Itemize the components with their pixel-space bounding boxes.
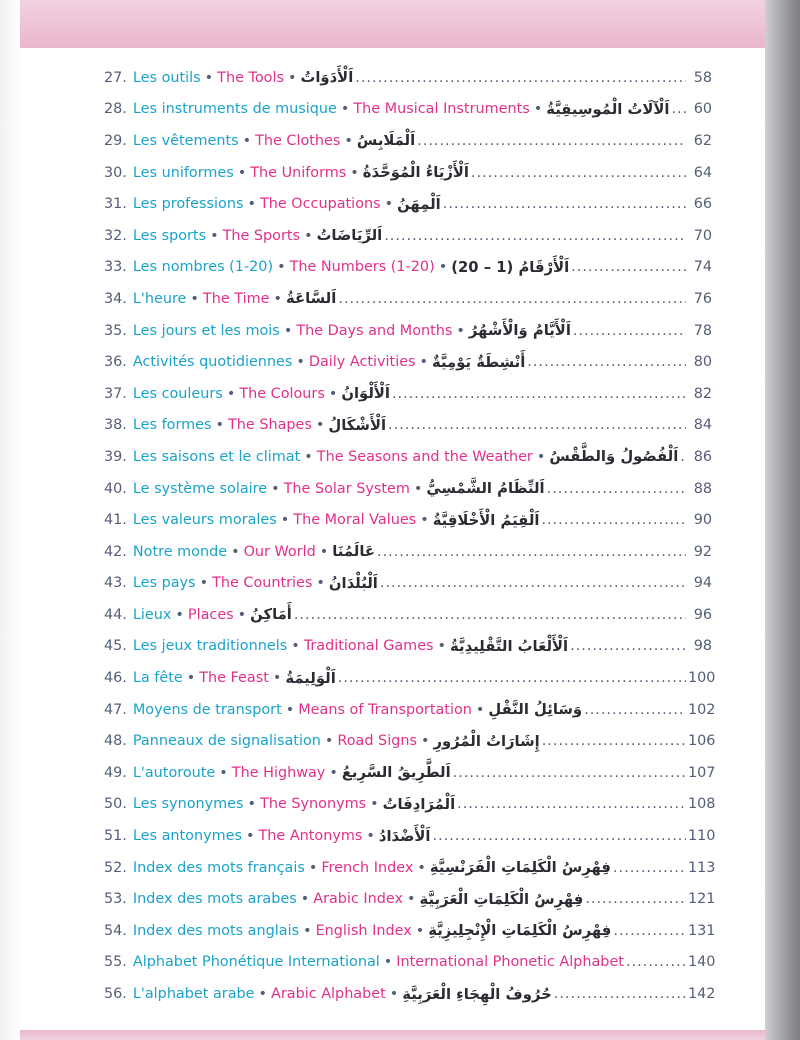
separator-bullet: • [280,512,290,529]
entry-title-french: Notre monde [132,543,228,560]
entry-title-arabic: اَلْأَيَّامُ وَالْأَشْهُرُ [468,322,571,340]
entry-title-english: The Seasons and the Weather [316,448,533,465]
entry-title-arabic: اَلْأَشْكَالُ [328,416,387,434]
separator-bullet: • [303,922,312,939]
entry-title-english: French Index [321,859,414,876]
dot-leader [380,575,686,591]
separator-bullet: • [536,448,546,465]
separator-bullet: • [340,101,350,118]
separator-bullet: • [384,196,394,213]
separator-bullet: • [272,670,282,687]
entry-number: 27. [104,69,127,86]
entry-page-number: 96 [693,606,712,623]
entry-title-arabic: فِهْرِسُ الْكَلِمَاتِ الْعَرَبِيَّةِ [419,890,584,908]
entry-title-french: Les synonymes [132,796,244,813]
entry-page-number: 82 [693,385,712,402]
entry-title-english: Our World [243,543,316,560]
entry-title-arabic: فِهْرِسُ الْكَلِمَاتِ الْفَرَنْسِيَّةِ [429,859,611,877]
separator-bullet: • [407,891,416,908]
entry-page-number: 140 [688,954,716,971]
entry-page-number: 76 [693,290,712,307]
separator-bullet: • [300,891,310,908]
entry-number: 56. [104,986,127,1003]
separator-bullet: • [219,764,228,781]
toc-entry [104,188,712,220]
separator-bullet: • [190,290,199,307]
entry-number: 47. [104,701,127,718]
toc-entry [104,473,712,505]
entry-number: 35. [104,322,127,339]
entry-title-arabic: اَلْوَلِيمَةُ [285,669,336,687]
entry-title-arabic: اَلْأَزْيَاءُ الْمُوَحَّدَةُ [362,164,469,182]
entry-page-number: 131 [688,922,716,939]
entry-title-arabic: اَلْأَضْدَادُ [378,827,431,845]
entry-page-number: 107 [688,764,716,781]
toc-entry [104,820,716,852]
entry-page-number: 113 [688,859,716,876]
entry-number: 40. [104,480,127,497]
dot-leader [355,70,686,86]
separator-bullet: • [437,638,447,655]
separator-bullet: • [475,701,485,718]
entry-number: 28. [104,101,127,118]
entry-page-number: 88 [693,480,712,497]
page-right-edge [765,0,800,1040]
separator-bullet: • [304,448,313,465]
dot-leader [571,259,686,275]
entry-title-arabic: اَلْآلَاتُ الْمُوسِيقِيَّةُ [546,100,670,118]
entry-title-arabic: اَلْأَدَوَاتُ [300,69,354,87]
dot-leader [671,101,686,117]
dot-leader [527,354,686,370]
entry-number: 52. [104,859,127,876]
entry-title-english: The Synonyms [260,796,367,813]
entry-title-arabic: اَلْقِيَمُ الْأَخْلَاقِيَّةُ [432,511,540,529]
entry-page-number: 70 [693,227,712,244]
entry-title-french: Les jeux traditionnels [132,638,288,655]
separator-bullet: • [226,385,236,402]
entry-title-arabic: إِشَارَاتُ الْمُرُورِ [433,732,540,750]
entry-number: 43. [104,575,127,592]
entry-title-english: The Numbers (1-20) [289,259,435,276]
entry-title-french: Les instruments de musique [132,101,337,118]
entry-title-arabic: اَلرِّيَاضَاتُ [316,227,383,245]
separator-bullet: • [247,196,256,213]
dot-leader [388,417,686,433]
entry-page-number: 60 [693,101,712,118]
entry-title-french: Index des mots français [132,859,305,876]
entry-title-french: Les antonymes [132,828,242,845]
entry-page-number: 66 [693,196,712,213]
dot-leader [392,386,686,402]
dot-leader [547,481,686,497]
separator-bullet: • [175,606,184,623]
toc-entry [104,631,712,663]
entry-title-english: International Phonetic Alphabet [396,954,624,971]
entry-page-number: 86 [693,448,712,465]
separator-bullet: • [417,859,426,876]
entry-title-french: Lieux [132,606,172,623]
entry-number: 32. [104,227,127,244]
separator-bullet: • [350,164,359,181]
entry-page-number: 102 [688,701,716,718]
entry-number: 50. [104,796,127,813]
entry-number: 44. [104,606,127,623]
toc-entry [104,536,712,568]
entry-title-arabic: وَسَائِلُ النَّقْلِ [488,701,583,719]
toc-entry [104,346,712,378]
toc-entry [104,757,716,789]
dot-leader [541,512,686,528]
separator-bullet: • [285,701,295,718]
entry-title-english: The Time [202,290,270,307]
entry-number: 55. [104,954,127,971]
dot-leader [453,765,686,781]
dot-leader [613,860,686,876]
dot-leader [338,291,686,307]
separator-bullet: • [316,575,325,592]
entry-page-number: 94 [693,575,712,592]
toc-entry [104,220,712,252]
separator-bullet: • [413,480,423,497]
entry-title-french: Le système solaire [132,480,268,497]
separator-bullet: • [247,796,257,813]
separator-bullet: • [328,385,338,402]
separator-bullet: • [237,606,247,623]
entry-title-arabic: اَلطَّرِيقُ السَّرِيعُ [341,764,451,782]
entry-page-number: 121 [688,891,716,908]
dot-leader [338,670,686,686]
footer-band [20,1030,765,1040]
dot-leader [626,954,686,970]
entry-title-french: Moyens de transport [132,701,282,718]
entry-title-french: Les jours et les mois [132,322,280,339]
separator-bullet: • [210,227,219,244]
entry-number: 34. [104,290,127,307]
entry-page-number: 84 [693,417,712,434]
entry-title-english: The Colours [239,385,325,402]
toc-entry [104,157,712,189]
entry-title-arabic: عَالَمُنَا [332,543,375,561]
entry-title-arabic: اَلْبُلْدَانُ [328,574,378,592]
toc-entry [104,694,716,726]
entry-title-french: Les vêtements [132,132,239,149]
entry-title-english: The Solar System [283,480,410,497]
entry-title-english: The Musical Instruments [353,101,530,118]
entry-title-french: Les nombres (1-20) [132,259,274,276]
table-of-contents [104,62,716,1010]
entry-title-english: The Clothes [255,132,341,149]
toc-entry [104,789,716,821]
entry-title-arabic: اَلْفُصُولُ وَالطَّقْسُ [549,448,679,466]
entry-title-french: Alphabet Phonétique International [132,954,380,971]
separator-bullet: • [438,259,448,276]
separator-bullet: • [273,290,282,307]
toc-entry [104,62,712,94]
separator-bullet: • [258,986,268,1003]
toc-entry [104,504,712,536]
separator-bullet: • [415,922,425,939]
dot-leader [573,323,686,339]
dot-leader [570,638,686,654]
toc-entry [104,599,712,631]
entry-title-french: Les saisons et le climat [132,448,301,465]
separator-bullet: • [308,859,318,876]
entry-title-arabic: اَلْمُرَادِفَاتُ [382,795,456,813]
entry-number: 54. [104,922,127,939]
entry-title-french: Index des mots anglais [132,922,300,939]
entry-number: 41. [104,512,127,529]
separator-bullet: • [199,575,209,592]
header-band [20,0,765,48]
entry-title-arabic: اَلْمِهَنُ [397,195,441,213]
dot-leader [542,733,686,749]
dot-leader [433,828,687,844]
entry-title-english: The Moral Values [293,512,417,529]
entry-title-french: Panneaux de signalisation [132,733,321,750]
entry-title-french: Les valeurs morales [132,512,277,529]
entry-title-french: La fête [132,670,183,687]
entry-title-french: Les sports [132,227,207,244]
separator-bullet: • [370,796,379,813]
entry-page-number: 74 [693,259,712,276]
entry-title-english: The Feast [199,670,269,687]
entry-number: 46. [104,670,127,687]
entry-title-arabic: اَلسَّاعَةُ [285,290,337,308]
entry-page-number: 62 [693,132,712,149]
entry-title-french: Les outils [132,69,201,86]
entry-title-arabic: اَلْأَلْوَانُ [341,385,390,403]
entry-title-arabic: حُرُوفُ الْهِجَاءِ الْعَرَبِيَّةِ [402,985,552,1003]
entry-page-number: 92 [693,543,712,560]
entry-title-english: The Occupations [259,196,381,213]
entry-number: 39. [104,448,127,465]
toc-entry [104,568,712,600]
entry-title-arabic: أَمَاكِنُ [250,606,292,624]
separator-bullet: • [366,828,375,845]
dot-leader [457,796,686,812]
entry-title-english: Places [187,606,234,623]
entry-title-arabic: أَنْشِطَةٌ يَوْمِيَّةٌ [432,353,526,371]
entry-number: 36. [104,354,127,371]
entry-title-french: Activités quotidiennes [132,354,293,371]
entry-title-english: Road Signs [337,733,417,750]
entry-title-french: Les couleurs [132,385,223,402]
entry-number: 51. [104,828,127,845]
separator-bullet: • [419,354,429,371]
dot-leader [554,986,686,1002]
entry-number: 42. [104,543,127,560]
separator-bullet: • [383,954,393,971]
entry-title-english: The Uniforms [250,164,347,181]
page-left-margin [0,0,20,1040]
separator-bullet: • [304,227,313,244]
toc-entry [104,315,712,347]
separator-bullet: • [329,764,338,781]
separator-bullet: • [296,354,305,371]
entry-title-french: Les formes [132,417,212,434]
toc-entry [104,441,712,473]
entry-number: 45. [104,638,127,655]
dot-leader [377,544,686,560]
entry-title-english: The Days and Months [296,322,453,339]
entry-title-french: Les uniformes [132,164,234,181]
separator-bullet: • [283,322,293,339]
separator-bullet: • [231,543,240,560]
toc-entry [104,662,716,694]
entry-page-number: 106 [688,733,716,750]
entry-page-number: 110 [688,828,716,845]
entry-title-french: L'alphabet arabe [132,986,255,1003]
toc-entry [104,915,716,947]
dot-leader [585,891,686,907]
entry-title-english: Traditional Games [303,638,434,655]
entry-page-number: 98 [693,638,712,655]
entry-title-arabic: اَلْأَرْقَامُ (1 – 20) [451,258,570,276]
entry-number: 49. [104,764,127,781]
separator-bullet: • [245,828,255,845]
toc-entry [104,883,716,915]
entry-number: 29. [104,132,127,149]
toc-entry [104,978,716,1010]
entry-number: 53. [104,891,127,908]
entry-title-english: Daily Activities [308,354,416,371]
entry-title-english: English Index [315,922,412,939]
toc-entry [104,725,716,757]
toc-entry [104,283,712,315]
dot-leader [680,449,686,465]
toc-entry [104,252,712,284]
entry-title-english: The Tools [217,69,284,86]
dot-leader [443,196,686,212]
separator-bullet: • [186,670,196,687]
entry-title-english: Arabic Index [313,891,404,908]
entry-title-french: L'autoroute [132,764,216,781]
dot-leader [584,702,686,718]
toc-entry [104,947,716,979]
separator-bullet: • [215,417,224,434]
entry-page-number: 108 [688,796,716,813]
entry-number: 48. [104,733,127,750]
separator-bullet: • [315,417,325,434]
dot-leader [613,923,686,939]
entry-page-number: 64 [693,164,712,181]
entry-title-english: The Countries [212,575,313,592]
dot-leader [417,133,686,149]
separator-bullet: • [389,986,399,1003]
separator-bullet: • [242,132,252,149]
separator-bullet: • [291,638,300,655]
entry-title-arabic: اَلنِّظَامُ الشَّمْسِيُّ [426,480,545,498]
entry-title-french: Les pays [132,575,196,592]
entry-title-arabic: اَلْمَلَابِسُ [356,132,416,150]
separator-bullet: • [324,733,334,750]
separator-bullet: • [533,101,543,118]
entry-title-arabic: فِهْرِسُ الْكَلِمَاتِ الْإِنْجِلِيزِيَّةِ [428,922,612,940]
entry-title-english: The Sports [222,227,301,244]
separator-bullet: • [204,69,214,86]
toc-entry [104,410,712,442]
separator-bullet: • [420,733,430,750]
separator-bullet: • [237,164,247,181]
entry-number: 31. [104,196,127,213]
separator-bullet: • [344,132,353,149]
entry-page-number: 100 [688,670,716,687]
separator-bullet: • [420,512,429,529]
dot-leader [384,228,686,244]
entry-page-number: 80 [693,354,712,371]
entry-page-number: 90 [693,512,712,529]
entry-title-french: Index des mots arabes [132,891,297,908]
entry-number: 38. [104,417,127,434]
dot-leader [471,165,686,181]
entry-number: 33. [104,259,127,276]
separator-bullet: • [319,543,329,560]
entry-title-english: Arabic Alphabet [271,986,386,1003]
toc-entry [104,852,716,884]
separator-bullet: • [456,322,465,339]
entry-title-english: The Antonyms [258,828,363,845]
separator-bullet: • [287,69,297,86]
toc-entry [104,378,712,410]
entry-page-number: 142 [688,986,716,1003]
entry-title-english: The Shapes [227,417,312,434]
toc-entry [104,125,712,157]
toc-entry [104,94,712,126]
entry-page-number: 58 [693,69,712,86]
separator-bullet: • [277,259,286,276]
entry-title-english: The Highway [231,764,326,781]
separator-bullet: • [271,480,280,497]
dot-leader [294,607,686,623]
entry-title-french: L'heure [132,290,187,307]
entry-title-english: Means of Transportation [298,701,472,718]
entry-number: 37. [104,385,127,402]
entry-page-number: 78 [693,322,712,339]
entry-number: 30. [104,164,127,181]
entry-title-arabic: اَلْأَلْعَابُ التَّقْلِيدِيَّةُ [450,637,569,655]
entry-title-french: Les professions [132,196,244,213]
